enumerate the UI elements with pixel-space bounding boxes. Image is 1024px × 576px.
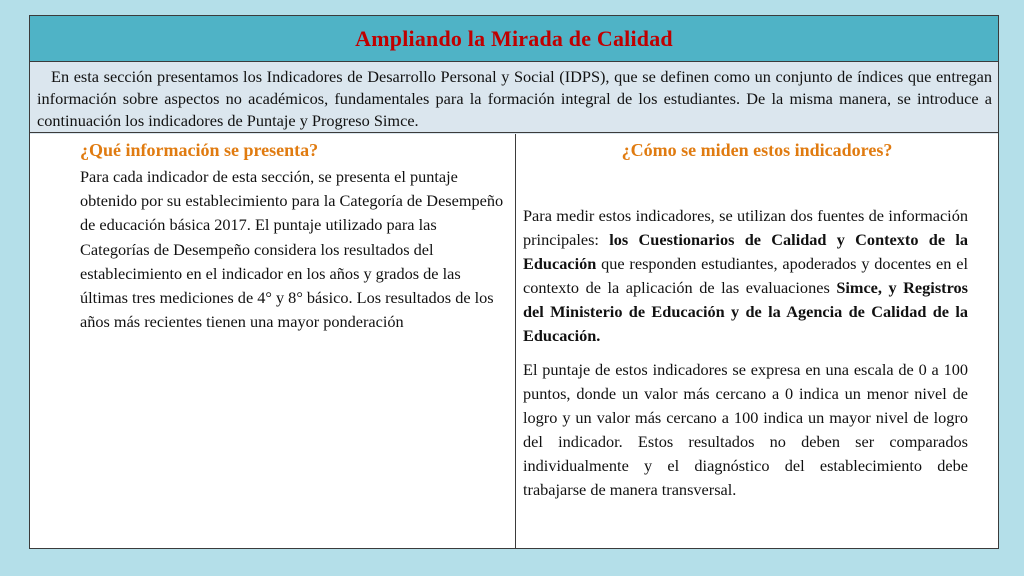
intro-paragraph [30, 62, 998, 133]
right-p1-text-1: Para medir estos indicadores, se utilizan dos fuentes de información principales: [523, 206, 968, 249]
title-bar [30, 16, 998, 62]
right-body [523, 204, 968, 502]
intro-text: En esta sección presentamos los Indicadores de Desarrollo Personal y Social (IDPS), que se definen como un conjunto de índices que entregan información sobre aspectos no académicos, fundamentales para la formación integral de los estudiantes. De la misma manera, se introduce a continuación los indicadores de Puntaje y Progreso Simce. [37, 67, 992, 130]
left-body-text: Para cada indicador de esta sección, se presenta el puntaje obtenido por su establecimiento para la Categoría de Desempeño de educación básica 2017. El puntaje utilizado para las Categorías de Desempeño considera los resultados del establecimiento en el indicador en los años y grados de las últimas tres mediciones de 4° y 8° básico. Los resultados de los años más recientes tienen una mayor ponderación [80, 167, 504, 332]
right-paragraph-1 [523, 204, 968, 348]
page-title: Ampliando la Mirada de Calidad [355, 25, 673, 51]
right-p1-bold-2: Simce, y Registros del Ministerio de Educación y de la Agencia de Calidad de la Educación. [523, 278, 968, 345]
content-table [29, 15, 999, 549]
right-p1-bold-1: los Cuestionarios de Calidad y Contexto de la Educación [523, 230, 968, 273]
right-question-heading: ¿Cómo se miden estos indicadores? [621, 140, 893, 160]
right-paragraph-2: El puntaje de estos indicadores se expresa en una escala de 0 a 100 puntos, donde un valor más cercano a 0 indica un menor nivel de logro y un valor más cercano a 100 indica un mayor nivel de logro del indicador. Estos resultados no deben ser comparados individualmente y el diagnóstico del establecimiento debe trabajarse de manera transversal. [523, 360, 968, 499]
right-p1-text-2: que responden estudiantes, apoderados y docentes en el contexto de la aplicación de las evaluaciones [523, 254, 968, 297]
left-column [30, 134, 516, 548]
left-question-heading: ¿Qué información se presenta? [80, 140, 319, 160]
right-column [516, 134, 998, 548]
